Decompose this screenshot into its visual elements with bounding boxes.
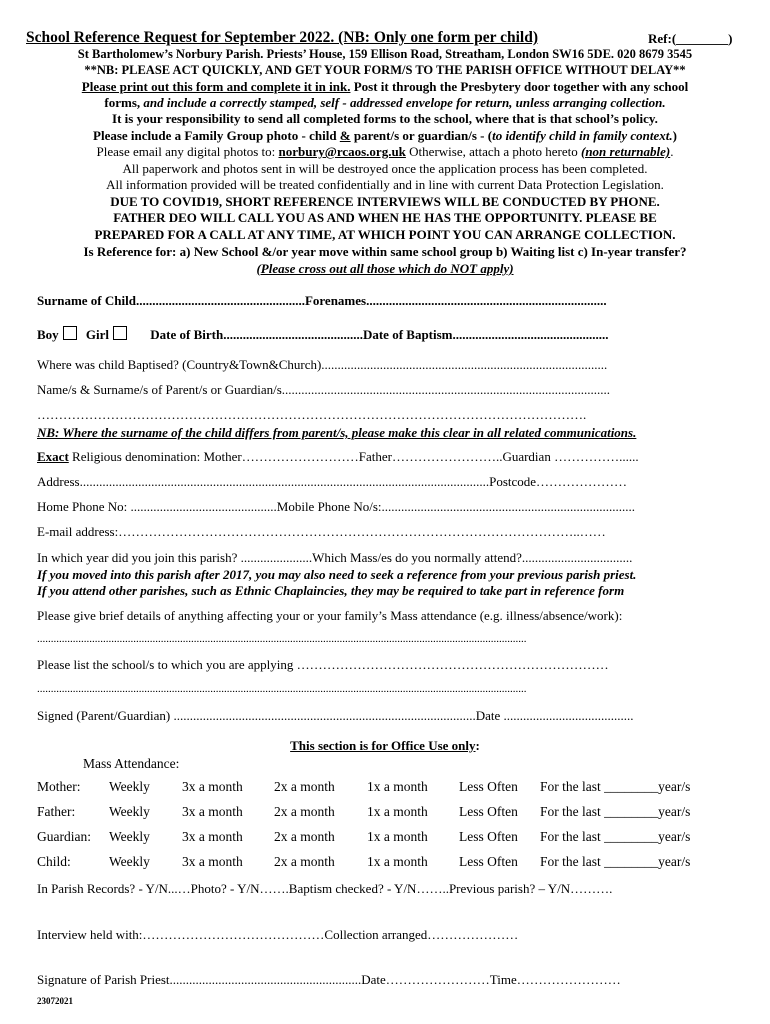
attendance-c2[interactable]: 2x a month [274,804,335,819]
act-quickly-note: **NB: PLEASE ACT QUICKLY, AND GET YOUR FORM/S TO THE PARISH OFFICE WITHOUT DELAY** [84,63,686,77]
mass-attendance-details-field[interactable]: .................................................................................................................................................................................. [37,633,527,645]
baptism-place-field[interactable]: Where was child Baptised? (Country&Town&Church)........................................................................................ [37,357,608,372]
photo-c: to identify child in family context. [492,128,673,143]
email-instruction [0,144,770,161]
attendance-weekly[interactable]: Weekly [109,804,150,819]
responsibility-note: It is your responsibility to send all completed forms to the school, where that is that school’s policy. [112,111,658,126]
attendance-label: Mother: [37,779,81,794]
attendance-c1[interactable]: 1x a month [367,829,428,844]
attendance-label: Child: [37,854,71,869]
attendance-last[interactable]: For the last ________year/s [540,804,691,819]
signature-row[interactable]: Signature of Parish Priest...........................................................Date……………………Time…………………… [37,972,621,987]
office-use-heading-text: This section is for Office Use only [290,738,476,753]
email-c: (non returnable) [581,144,671,159]
print-instruction [0,79,770,96]
photo-a: Please include a Family Group photo - child [93,128,340,143]
attendance-c1[interactable]: 1x a month [367,779,428,794]
email-a: Please email any digital photos to: [96,144,279,159]
parents-continuation[interactable]: ………………………………………………………………………………………………………………. [37,407,587,422]
boy-checkbox[interactable] [63,326,77,340]
attendance-c3[interactable]: 3x a month [182,779,243,794]
dob-field[interactable]: Date of Birth...........................................Date of Baptism................................................ [150,327,609,342]
attendance-c1[interactable]: 1x a month [367,804,428,819]
print-instruction-a: Please print out this form and complete it in ink. [81,79,351,94]
schools-field[interactable]: Please list the school/s to which you are applying ……………………………………………………………… [37,657,609,672]
destroyed-note: All paperwork and photos sent in will be destroyed once the application process has been completed. [122,161,648,176]
covid-line-3: PREPARED FOR A CALL AT ANY TIME, AT WHICH POINT YOU CAN ARRANGE COLLECTION. [94,227,676,242]
confidential-note: All information provided will be treated confidentially and in line with current Data Protection Legislation. [106,177,664,192]
girl-checkbox[interactable] [113,326,127,340]
attendance-c2[interactable]: 2x a month [274,779,335,794]
forms-instruction-b: and include a correctly stamped, self - addressed envelope for return, unless arranging collection. [143,95,666,110]
surname-field[interactable]: Surname of Child....................................................Forenames.......................................................................... [37,293,607,308]
attendance-c3[interactable]: 3x a month [182,854,243,869]
attendance-last[interactable]: For the last ________year/s [540,829,691,844]
attendance-c3[interactable]: 3x a month [182,829,243,844]
email-b: Otherwise, attach a photo hereto [405,144,581,159]
covid-line-2: FATHER DEO WILL CALL YOU AS AND WHEN HE HAS THE OPPORTUNITY. PLEASE BE [113,210,657,225]
photo-b: parent/s or guardian/s - ( [350,128,493,143]
attendance-c1[interactable]: 1x a month [367,854,428,869]
office-use-heading [0,738,770,754]
attendance-last[interactable]: For the last ________year/s [540,779,691,794]
signed-field[interactable]: Signed (Parent/Guardian) .............................................................................................Date ........................................ [37,708,634,723]
attendance-last[interactable]: For the last ________year/s [540,854,691,869]
photo-d: ) [672,128,677,143]
records-row[interactable]: In Parish Records? - Y/N...…Photo? - Y/N…….Baptism checked? - Y/N……..Previous parish? – Y/N………. [37,881,613,896]
attendance-less[interactable]: Less Often [459,804,518,819]
reference-for-question: Is Reference for: a) New School &/or year move within same school group b) Waiting list c) In-year transfer? [83,244,687,259]
attendance-weekly[interactable]: Weekly [109,829,150,844]
gender-dob-row [37,326,609,343]
other-parishes-note: If you attend other parishes, such as Ethnic Chaplaincies, they may be required to take part in reference form [37,583,625,598]
phone-field[interactable]: Home Phone No: .............................................Mobile Phone No/s:.............................................................................. [37,499,635,514]
email-field[interactable]: E-mail address:……………………………………………………………………………………………..…… [37,524,606,539]
attendance-less[interactable]: Less Often [459,854,518,869]
mass-attendance-label: Mass Attendance: [83,756,180,771]
interview-row[interactable]: Interview held with:……………………………………Collection arranged………………… [37,927,519,942]
address-field[interactable]: Address..............................................................................................................................Postcode………………… [37,474,628,489]
attendance-less[interactable]: Less Often [459,829,518,844]
photo-instruction [0,128,770,145]
year-joined-field[interactable]: In which year did you join this parish? ......................Which Mass/es do you normally attend?.................................. [37,550,633,565]
religion-field[interactable] [37,449,639,465]
surname-differs-note: NB: Where the surname of the child differs from parent/s, please make this clear in all related communications. [37,425,637,440]
boy-label: Boy [37,327,59,342]
email-address-link[interactable]: norbury@rcaos.org.uk [278,144,406,159]
ref-field: Ref:(________) [648,31,733,46]
attendance-label: Father: [37,804,76,819]
attendance-c2[interactable]: 2x a month [274,854,335,869]
parents-field[interactable]: Name/s & Surname/s of Parent/s or Guardian/s..................................................................................................... [37,382,611,397]
covid-line-1: DUE TO COVID19, SHORT REFERENCE INTERVIEWS WILL BE CONDUCTED BY PHONE. [110,194,660,209]
print-instruction-b: Post it through the Presbytery door together with any school [350,79,689,94]
schools-continuation[interactable]: .................................................................................................................................................................................. [37,683,527,695]
attendance-c3[interactable]: 3x a month [182,804,243,819]
parish-address: St Bartholomew’s Norbury Parish. Priests’ House, 159 Ellison Road, Streatham, London SW16 5DE. 020 8679 3545 [77,47,693,61]
girl-label: Girl [85,327,110,342]
form-title: School Reference Request for September 2022. (NB: Only one form per child) [26,29,539,46]
photo-amp: & [339,128,351,143]
attendance-c2[interactable]: 2x a month [274,829,335,844]
form-code: 23072021 [37,996,73,1006]
forms-instruction-a: forms, [104,95,144,110]
moved-parish-note: If you moved into this parish after 2017, you may also need to seek a reference from your previous parish priest. [37,567,637,582]
email-d: . [670,144,674,159]
cross-out-note: (Please cross out all those which do NOT apply) [256,261,514,276]
attendance-less[interactable]: Less Often [459,779,518,794]
religion-rest: Religious denomination: Mother………………………Father……………………..Guardian ……………...... [68,449,639,464]
attendance-weekly[interactable]: Weekly [109,779,150,794]
forms-instruction [0,95,770,112]
attendance-label: Guardian: [37,829,91,844]
office-use-colon: : [475,738,480,753]
attendance-weekly[interactable]: Weekly [109,854,150,869]
religion-exact: Exact [37,449,69,464]
mass-attendance-details-label: Please give brief details of anything affecting your or your family’s Mass attendance (e.g. illness/absence/work): [37,608,623,623]
